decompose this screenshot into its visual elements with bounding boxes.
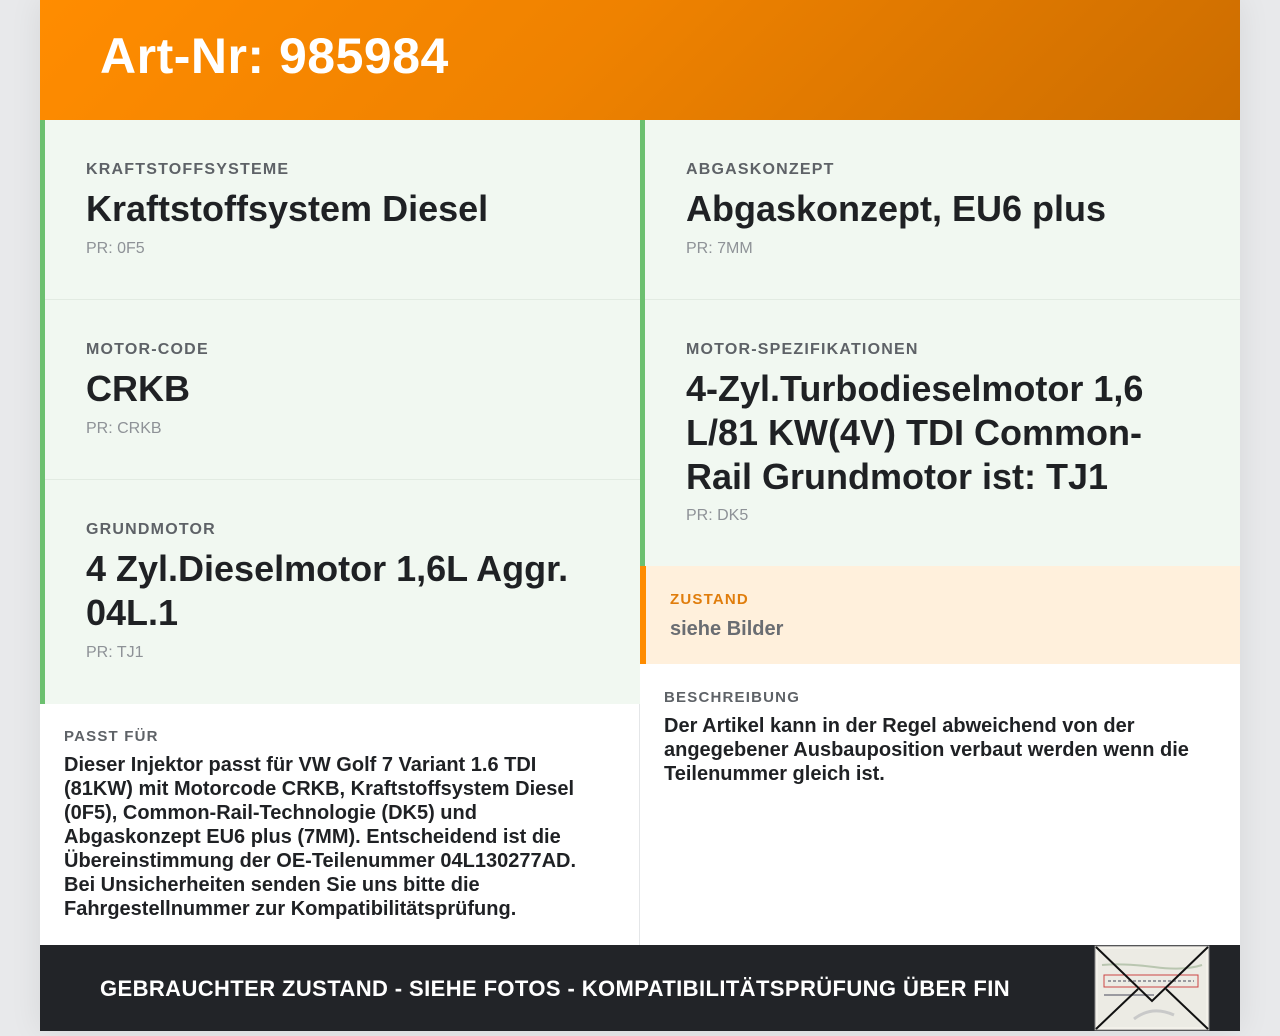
envelope-stamp-icon (1094, 945, 1210, 1031)
spec-label: MOTOR-CODE (86, 341, 209, 358)
spec-abgaskonzept (640, 120, 1240, 300)
description-text: Der Artikel kann in der Regel abweichend von der angegebener Ausbauposition verbaut werden wenn die Teilenummer gleich ist. (664, 715, 1189, 785)
product-page (40, 0, 1240, 1031)
spec-pr-code: PR: TJ1 (86, 644, 144, 661)
description-label: BESCHREIBUNG (664, 689, 801, 706)
spec-label: KRAFTSTOFFSYSTEME (86, 161, 290, 178)
spec-pr-code: PR: 7MM (686, 240, 753, 257)
description-section (664, 688, 1214, 786)
fits-section (64, 727, 604, 921)
footer-text: GEBRAUCHTER ZUSTAND - SIEHE FOTOS - KOMPATIBILITÄTSPRÜFUNG ÜBER FIN (100, 976, 1011, 1001)
article-number-title: Art-Nr: 985984 (100, 28, 449, 84)
spec-label: GRUNDMOTOR (86, 521, 216, 538)
spec-pr-code: PR: CRKB (86, 420, 162, 437)
column-divider (639, 704, 640, 945)
spec-motor-spezifikationen (640, 300, 1240, 566)
fits-label: PASST FÜR (64, 728, 159, 745)
spec-pr-code: PR: 0F5 (86, 240, 145, 257)
spec-value: Kraftstoffsystem Diesel (86, 188, 489, 229)
condition-box (640, 566, 1240, 664)
spec-pr-code: PR: DK5 (686, 507, 749, 524)
spec-value: Abgaskonzept, EU6 plus (686, 188, 1107, 229)
spec-grundmotor (40, 480, 640, 704)
spec-kraftstoffsystem (40, 120, 640, 300)
condition-value: siehe Bilder (670, 618, 784, 640)
footer-banner (40, 945, 1240, 1031)
spec-motor-code (40, 300, 640, 480)
spec-value: CRKB (86, 368, 190, 409)
envelope-stamp-graphic (1094, 945, 1210, 1031)
condition-label: ZUSTAND (670, 591, 749, 608)
fits-text: Dieser Injektor passt für VW Golf 7 Variant 1.6 TDI (81KW) mit Motorcode CRKB, Kraftstoffsystem Diesel (0F5), Common-Rail-Technologie (DK5) und Abgaskonzept EU6 plus (7MM). Entscheidend ist die Übereinstimmung der OE-Teilenummer 04L130277AD. Bei Unsicherheiten senden Sie uns bitte die Fahrgestellnummer zur Kompatibilitätsprüfung. (64, 754, 577, 920)
article-header (40, 0, 1240, 120)
spec-label: ABGASKONZEPT (686, 161, 835, 178)
spec-value: 4 Zyl.Dieselmotor 1,6L Aggr. 04L.1 (86, 548, 569, 633)
spec-label: MOTOR-SPEZIFIKATIONEN (686, 341, 919, 358)
spec-value: 4-Zyl.Turbodieselmotor 1,6 L/81 KW(4V) TDI Common-Rail Grundmotor ist: TJ1 (686, 368, 1144, 497)
